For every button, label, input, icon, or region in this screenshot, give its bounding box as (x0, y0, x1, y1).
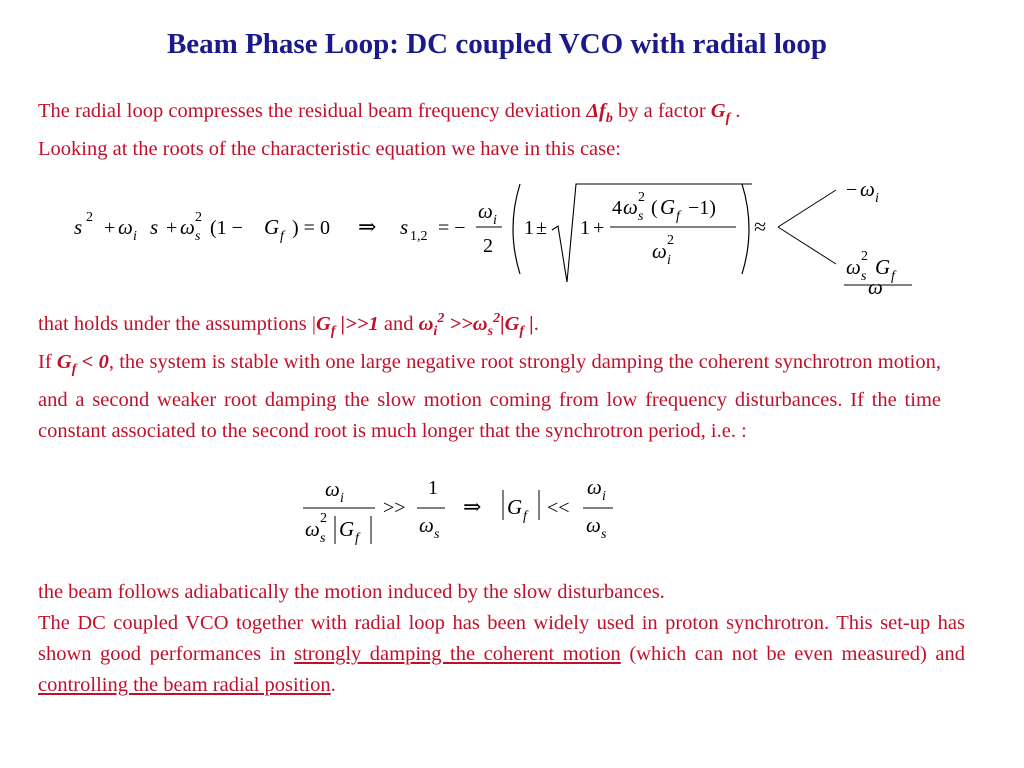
assumption-abs-gf: |G (500, 312, 520, 335)
eq1-close-eq: ) = 0 (292, 217, 330, 239)
eq1-root2-G-sub: f (891, 269, 895, 284)
stability-paragraph (38, 303, 941, 447)
conclusion-text-2: (which can not be even measured) and (620, 643, 965, 665)
eq1-s12: s (400, 215, 409, 239)
eq1-num-omega-exp: 2 (638, 190, 645, 205)
eq2-rhs-omega: ω (587, 475, 602, 499)
assumption-omega-s-sub: s (487, 323, 494, 339)
stability-gf: G (56, 350, 72, 373)
eq2-rhs-omega-sub: i (602, 489, 606, 504)
fb-symbol: f (599, 100, 606, 122)
eq1-den-omega-exp: 2 (667, 233, 674, 248)
eq1-s-2: s (150, 215, 159, 239)
eq1-num-G-sub: f (676, 209, 680, 224)
eq2-den-omega-exp: 2 (320, 511, 327, 526)
assumption-gf-gt: |>>1 (335, 312, 379, 335)
eq1-root2-omega: ω (846, 255, 861, 279)
eq1-one: 1 (524, 217, 534, 239)
assumption-gf: G (315, 312, 331, 335)
eq1-num-4: 4 (612, 197, 622, 219)
eq1-root1-minus: − (846, 179, 858, 201)
gf-subscript: f (725, 111, 731, 127)
intro-text-3: . (730, 100, 741, 122)
eq1-num-minus1: −1) (688, 197, 716, 219)
eq1-G: G (264, 215, 280, 239)
link-damping-coherent-motion[interactable]: strongly damping the coherent motion (294, 643, 621, 665)
eq1-G-sub: f (280, 229, 284, 244)
eq2-den-G: G (339, 517, 355, 541)
eq1-s: s (74, 215, 83, 239)
link-radial-position[interactable]: controlling the beam radial position (38, 674, 331, 696)
eq1-num-paren: ( (651, 197, 658, 219)
assumption-omega-i: ω (418, 312, 434, 335)
eq1-sqrt-plus: + (593, 217, 605, 239)
eq2-num-omega: ω (325, 477, 340, 501)
eq1-num-G: G (660, 195, 676, 219)
eq1-eq-minus: = − (438, 217, 466, 239)
assumption-abs-gf-sub: f (519, 323, 525, 339)
assumption-omega-i-sup: 2 (437, 311, 445, 326)
assumption-text-3: . (533, 312, 539, 335)
delta-symbol: Δ (586, 100, 600, 122)
characteristic-equation (60, 178, 930, 296)
conclusion-paragraph (38, 577, 965, 701)
assumption-omega-s-sup: 2 (493, 311, 501, 326)
eq1-plus-1: + (104, 217, 116, 239)
intro-text-2: by a factor (612, 100, 711, 122)
eq1-root2-omega-exp: 2 (861, 249, 868, 264)
stability-if: If (38, 350, 57, 373)
eq1-sqrt-one: 1 (580, 217, 590, 239)
eq1-s12-sub: 1,2 (410, 229, 428, 244)
eq1-num-omega-sub: s (638, 209, 644, 224)
eq1-plus-2: + (166, 217, 178, 239)
adiabatic-condition-equation (295, 472, 635, 552)
eq1-omega-s-exp: 2 (195, 210, 202, 225)
eq1-branch-lower (778, 227, 836, 264)
eq1-den-omega-sub: i (667, 253, 671, 268)
eq1-branch-upper (778, 190, 836, 227)
eq1-one-minus: (1 − (210, 217, 243, 239)
eq2-rhs-den-omega: ω (586, 513, 601, 537)
conclusion-line-1: the beam follows adiabatically the motion induced by the slow disturbances. (38, 581, 665, 603)
eq2-den-G-sub: f (355, 531, 359, 546)
eq1-s-exp: 2 (86, 210, 93, 225)
eq1-frac-omega: ω (478, 199, 493, 223)
eq1-right-paren (742, 184, 749, 274)
assumption-text-1: that holds under the assumptions | (38, 312, 316, 335)
eq1-root2-omega-sub: s (861, 269, 867, 284)
eq1-omega-s: ω (180, 215, 195, 239)
intro-text-1: The radial loop compresses the residual beam frequency deviation (38, 100, 587, 122)
assumption-gf-sub: f (330, 323, 336, 339)
eq2-rhs-den-omega-sub: s (601, 527, 607, 542)
gf-symbol: G (710, 100, 726, 122)
eq2-den2-omega-sub: s (434, 527, 440, 542)
assumption-gg-omega-s: >>ω (444, 312, 488, 335)
eq2-G: G (507, 495, 523, 519)
eq2-ll: << (547, 497, 570, 519)
eq2-den-omega-sub: s (320, 531, 326, 546)
eq2-implies: ⇒ (463, 494, 482, 519)
fb-subscript: b (605, 111, 613, 127)
assumption-abs-close: | (524, 312, 534, 335)
intro-paragraph (38, 96, 965, 165)
conclusion-text-1: The DC coupled VCO together with radial loop has been widely used in proton synchrotron. This set-up has shown good performances in (38, 612, 965, 665)
eq2-G-sub: f (523, 509, 527, 524)
eq1-left-paren (513, 184, 520, 274)
eq1-num-omega: ω (623, 195, 638, 219)
conclusion-text-3: . (330, 674, 336, 696)
eq1-omega-s-sub: s (195, 229, 201, 244)
intro-line-2: Looking at the roots of the characteristic equation we have in this case: (38, 138, 621, 161)
assumption-text-2: and (378, 312, 419, 335)
eq1-pm: ± (536, 217, 547, 239)
eq2-den2-omega: ω (419, 513, 434, 537)
eq1-root1-omega: ω (860, 178, 875, 201)
eq1-omega-i: ω (118, 215, 133, 239)
eq1-root2-den-omega: ω (868, 275, 883, 296)
assumption-omega-i-sub: i (433, 323, 438, 339)
eq1-implies: ⇒ (358, 214, 377, 239)
eq1-frac-omega-sub: i (493, 213, 497, 228)
stability-gf-sub: f (71, 362, 77, 378)
eq2-den-omega: ω (305, 517, 320, 541)
eq1-approx: ≈ (754, 214, 767, 239)
eq1-frac-two: 2 (483, 235, 493, 257)
eq1-den-omega: ω (652, 239, 667, 263)
eq1-omega-i-sub: i (133, 229, 137, 244)
eq1-root1-omega-sub: i (875, 191, 879, 206)
eq2-num-omega-sub: i (340, 491, 344, 506)
eq2-gg: >> (383, 497, 406, 519)
slide-title: Beam Phase Loop: DC coupled VCO with radial loop (166, 28, 828, 60)
stability-text: , the system is stable with one large negative root strongly damping the coherent synchrotron motion, and a second weaker root damping the slow motion coming from low frequency disturbances. If the time constant associated to the second root is much longer that the synchrotron period, i.e. : (38, 350, 941, 443)
eq1-root2-G: G (875, 255, 891, 279)
eq2-one: 1 (428, 477, 438, 499)
stability-lt-zero: < 0 (76, 350, 109, 373)
